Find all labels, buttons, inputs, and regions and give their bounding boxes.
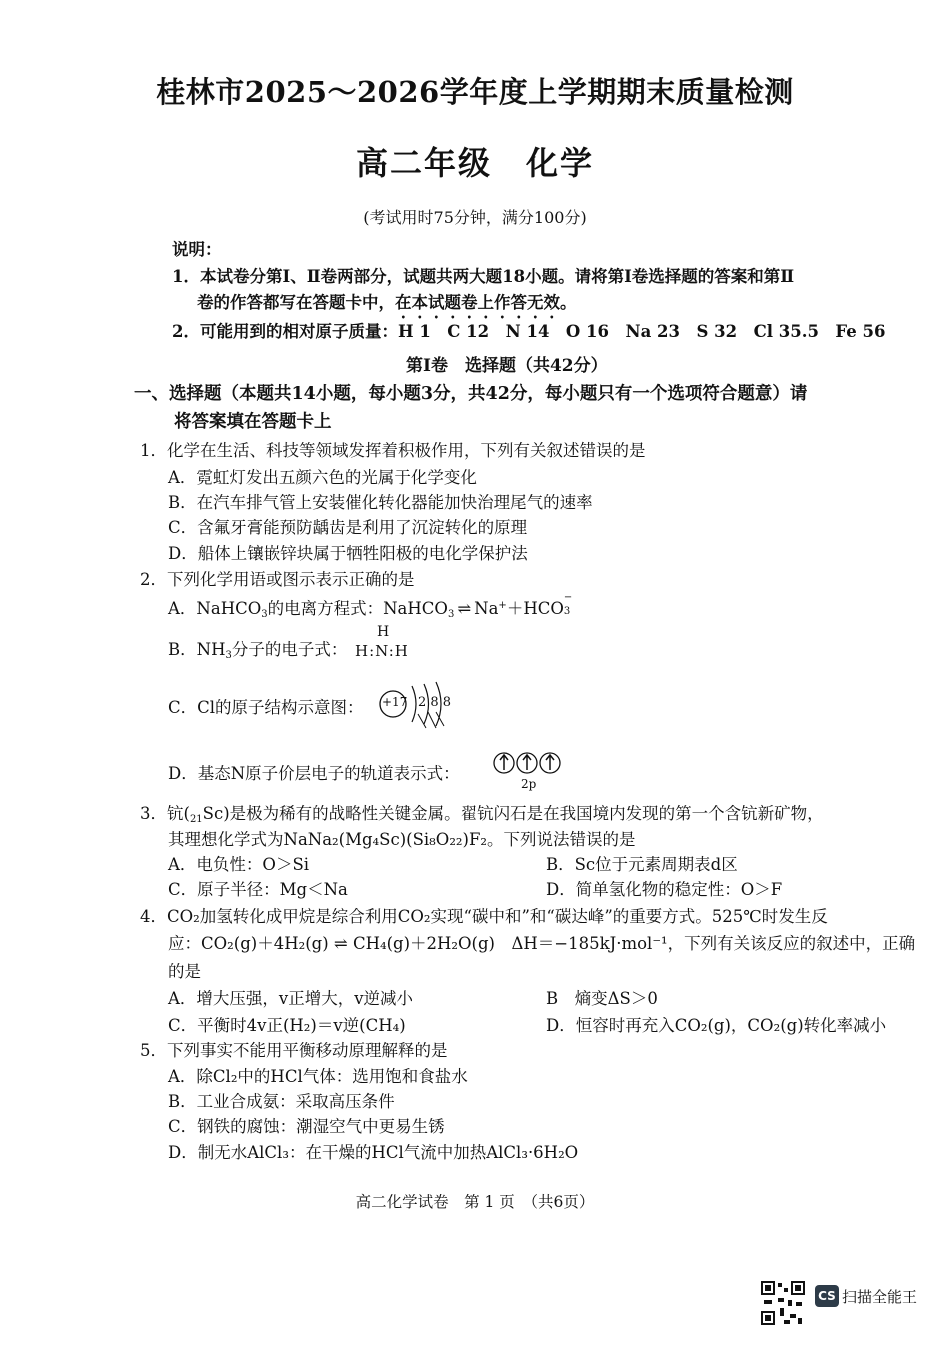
q3-stem-text: 3．钪( xyxy=(140,804,190,823)
q2-a-rest: ＋HCO xyxy=(506,599,564,618)
q1-option-d: D．船体上镶嵌锌块属于牺牲阳极的电化学保护法 xyxy=(168,544,528,563)
note-1-end: 。 xyxy=(560,293,577,312)
q1-option-b: B．在汽车排气管上安装催化转化器能加快治理尾气的速率 xyxy=(168,493,593,512)
q2-option-a xyxy=(168,592,573,620)
q4-option-a: A．增大压强，v正增大，v逆减小 xyxy=(168,989,414,1008)
electron-formula-top: H xyxy=(377,624,390,640)
q5-option-b: B．工业合成氨：采取高压条件 xyxy=(168,1092,395,1111)
q4-option-b: B 熵变ΔS＞0 xyxy=(546,989,658,1008)
q3-option-c: C．原子半径：Mg＜Na xyxy=(168,880,348,899)
note-1-emphasis: 在本试题卷上作答无效 xyxy=(395,293,560,312)
q5-option-c: C．钢铁的腐蚀：潮湿空气中更易生锈 xyxy=(168,1117,445,1136)
q5-stem: 5．下列事实不能用平衡移动原理解释的是 xyxy=(140,1041,448,1060)
exam-title: 桂林市2025～2026学年度上学期期末质量检测 xyxy=(156,75,794,109)
note-2: 2．可能用到的相对原子质量：H 1 C 12 N 14 O 16 Na 23 S 32 Cl 35.5 Fe 56 xyxy=(172,322,886,341)
note-1-cont-text: 卷的作答都写在答题卡中， xyxy=(197,293,395,312)
q1-option-c: C．含氟牙膏能预防龋齿是利用了沉淀转化的原理 xyxy=(168,518,528,537)
q2-a-sub3: 3 xyxy=(563,606,571,617)
q2-a-na: Na xyxy=(474,599,499,618)
atom-shell-counts: 2 8 8 xyxy=(418,695,452,710)
q2-a-sub2: 3 xyxy=(447,609,455,620)
q2-b-mid: 分子的电子式： xyxy=(231,640,348,659)
section-intro-cont: 将答案填在答题卡上 xyxy=(174,412,332,432)
q2-option-c: C．Cl的原子结构示意图： xyxy=(168,698,364,717)
page-footer: 高二化学试卷 第 1 页 （共6页） xyxy=(355,1193,595,1211)
q4-stem-end: 的是 xyxy=(168,962,201,981)
electron-formula-row: H:N:H xyxy=(355,642,409,660)
exam-time: (考试用时75分钟，满分100分) xyxy=(363,208,587,227)
section-intro: 一、选择题（本题共14小题，每小题3分，共42分，每小题只有一个选项符合题意）请 xyxy=(134,384,808,404)
scanner-badge xyxy=(815,1285,918,1311)
q5-option-d: D．制无水AlCl₃：在干燥的HCl气流中加热AlCl₃·6H₂O xyxy=(168,1143,579,1162)
q3-stem xyxy=(140,800,824,825)
atom-nucleus-label: +17 xyxy=(382,695,408,709)
q2-a-text: A．NaHCO xyxy=(168,599,262,618)
q2-b-text: B．NH xyxy=(168,640,226,659)
q2-a-mid: 的电离方程式：NaHCO xyxy=(267,599,448,618)
q3-option-d: D．简单氢化物的稳定性：O＞F xyxy=(546,880,783,899)
q1-stem: 1．化学在生活、科技等领域发挥着积极作用，下列有关叙述错误的是 xyxy=(140,441,646,460)
q4-option-d: D．恒容时再充入CO₂(g)，CO₂(g)转化率减小 xyxy=(546,1016,887,1035)
orbital-svg xyxy=(492,750,566,776)
q2-stem: 2．下列化学用语或图示表示正确的是 xyxy=(140,570,415,589)
q2-option-d: D．基态N原子价层电子的轨道表示式： xyxy=(168,764,460,783)
q2-a-sub: 3 xyxy=(261,609,268,620)
q5-option-a: A．除Cl₂中的HCl气体：选用饱和食盐水 xyxy=(168,1067,468,1086)
note-1: 1．本试卷分第Ⅰ、Ⅱ卷两部分，试题共两大题18小题。请将第Ⅰ卷选择题的答案和第Ⅱ xyxy=(172,267,795,286)
q2-a-charge-minus: − xyxy=(563,592,573,603)
q3-option-b: B．Sc位于元素周期表d区 xyxy=(546,855,738,874)
q2-option-b xyxy=(168,636,347,661)
q2-a-charge: + xyxy=(498,600,507,611)
q2-b-sub: 3 xyxy=(225,650,232,661)
q3-stem-cont: 其理想化学式为NaNa₂(Mg₄Sc)(Si₈O₂₂)F₂。下列说法错误的是 xyxy=(168,830,636,849)
orbital-label: 2p xyxy=(521,777,537,791)
q3-option-a: A．电负性：O＞Si xyxy=(168,855,310,874)
q4-stem: 4．CO₂加氢转化成甲烷是综合利用CO₂实现“碳中和”和“碳达峰”的重要方式。525℃时发生反 xyxy=(140,907,828,926)
qr-code-icon xyxy=(760,1280,806,1326)
q3-atomic-number: 21 xyxy=(189,814,203,825)
qr-code-svg xyxy=(760,1280,806,1326)
exam-subtitle: 高二年级 化学 xyxy=(355,144,594,182)
scanner-logo: CS xyxy=(815,1285,839,1307)
q1-option-a: A．霓虹灯发出五颜六色的光属于化学变化 xyxy=(168,468,477,487)
orbital-diagram xyxy=(492,750,566,776)
equilibrium-arrow-icon: ⇌ xyxy=(457,599,472,618)
q3-stem-rest: Sc)是极为稀有的战略性关键金属。翟钪闪石是在我国境内发现的第一个含钪新矿物， xyxy=(202,804,824,823)
q4-stem-cont: 应：CO₂(g)＋4H₂(g) ⇌ CH₄(g)＋2H₂O(g) ΔH＝−185kJ·mol⁻¹，下列有关该反应的叙述中，正确 xyxy=(168,934,916,953)
scanner-brand: 扫描全能王 xyxy=(842,1287,918,1306)
notes-label: 说明： xyxy=(172,240,222,259)
q4-option-c: C．平衡时4v正(H₂)＝v逆(CH₄) xyxy=(168,1016,406,1035)
section-heading: 第Ⅰ卷 选择题（共42分） xyxy=(406,356,608,376)
